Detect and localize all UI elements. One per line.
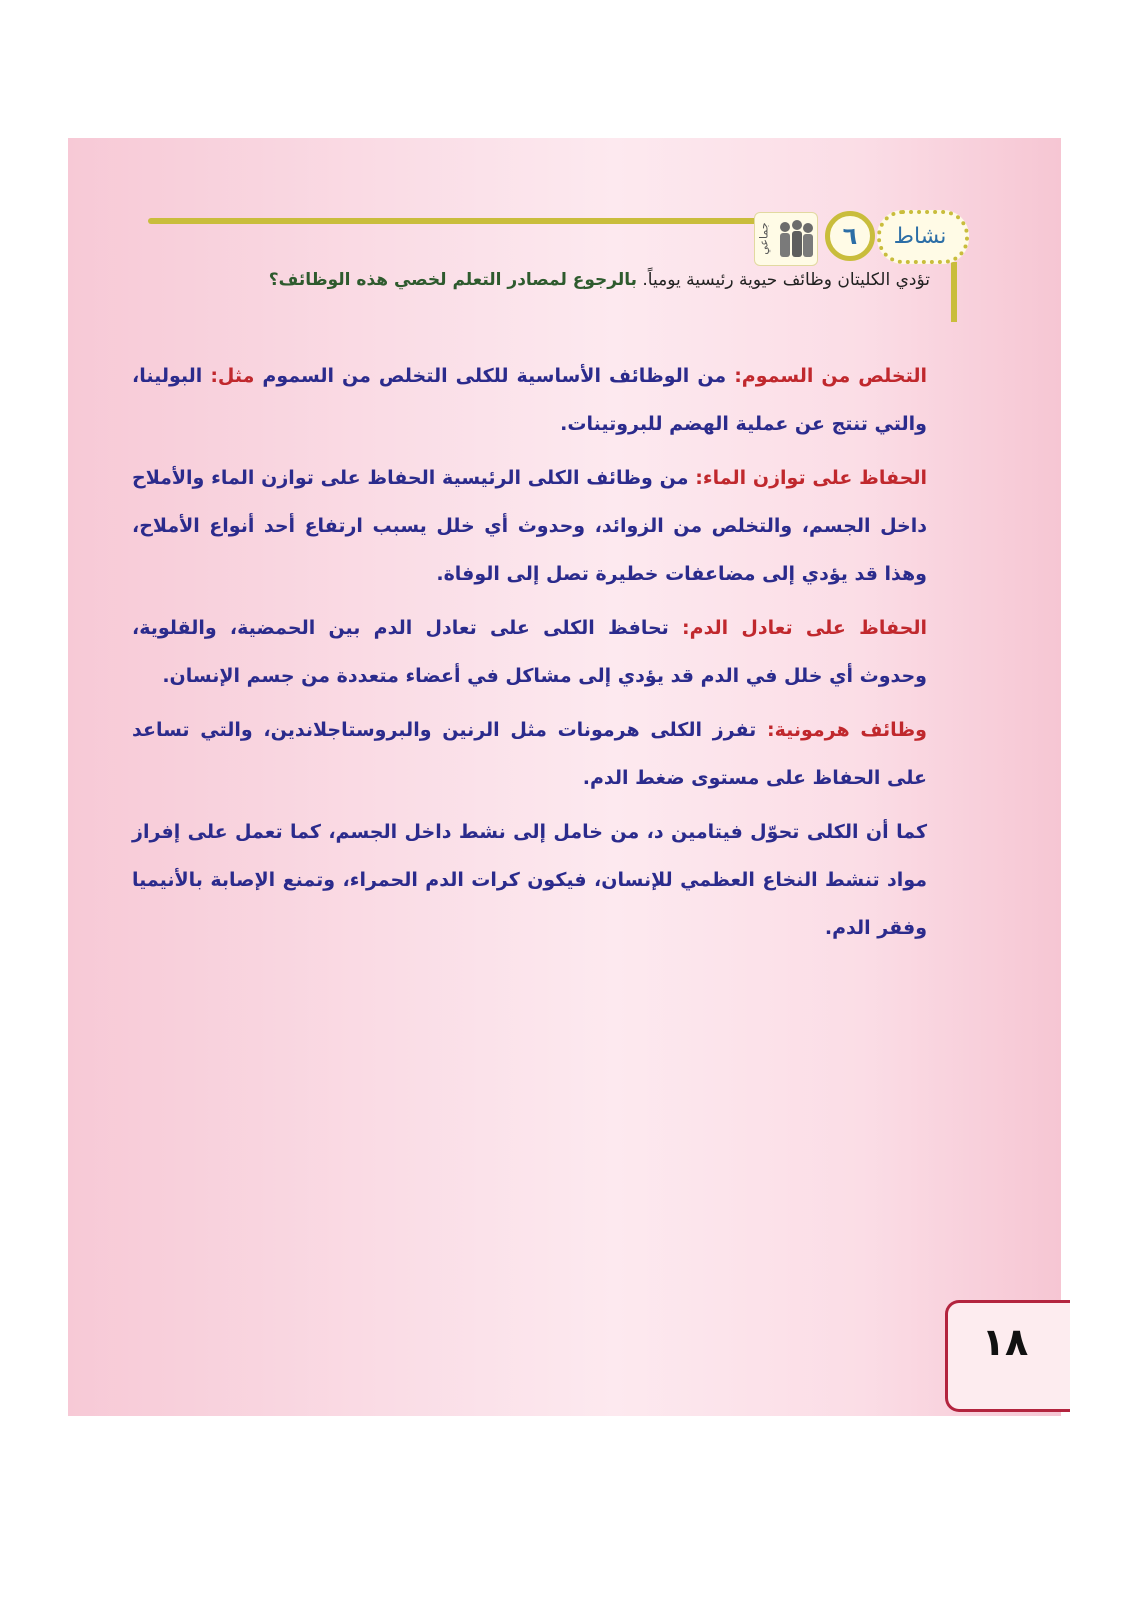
term-hormones: وظائف هرمونية: — [767, 719, 927, 741]
paragraph-toxins-text-a: من الوظائف الأساسية للكلى التخلص من السموم — [254, 365, 735, 387]
term-example: مثل: — [210, 365, 255, 387]
activity-number: ٦ — [825, 211, 875, 261]
term-blood-ph: الحفاظ على تعادل الدم: — [682, 617, 927, 639]
paragraph-blood-ph-text: تحافظ الكلى على تعادل الدم بين الحمضية، والقلوية، وحدوث أي خلل في الدم قد يؤدي إلى مشاكل في أعضاء متعددة من جسم الإنسان. — [132, 617, 927, 687]
paragraph-vitamin-d-text: كما أن الكلى تحوّل فيتامين د، من خامل إلى نشط داخل الجسم، كما تعمل على إفراز مواد تنشط النخاع العظمي للإنسان، فيكون كرات الدم الحمراء، وتمنع الإصابة بالأنيميا وفقر الدم. — [132, 821, 927, 939]
activity-question-text: تؤدي الكليتان وظائف حيوية رئيسية يومياً. — [642, 270, 930, 290]
activity-header-line — [148, 218, 764, 224]
page-number: ١٨ — [981, 1320, 1029, 1364]
term-water-balance: الحفاظ على توازن الماء: — [695, 467, 928, 489]
activity-side-bar — [951, 262, 957, 322]
paragraph-vitamin-d — [132, 808, 927, 952]
activity-question — [220, 270, 930, 290]
activity-question-instruction: بالرجوع لمصادر التعلم لخصي هذه الوظائف؟ — [268, 270, 637, 290]
activity-label: نشاط — [893, 224, 947, 249]
paragraph-hormones — [132, 706, 927, 802]
group-label: جماعي — [757, 222, 771, 255]
paragraph-water-balance — [132, 454, 927, 598]
paragraph-toxins — [132, 352, 927, 448]
body-text — [132, 352, 927, 958]
paragraph-hormones-text: تفرز الكلى هرمونات مثل الرنين والبروستاجلاندين، والتي تساعد على الحفاظ على مستوى ضغط الدم. — [132, 719, 927, 789]
term-toxins: التخلص من السموم: — [734, 365, 927, 387]
paragraph-water-balance-text: من وظائف الكلى الرئيسية الحفاظ على توازن الماء والأملاح داخل الجسم، والتخلص من الزوائد، وحدوث أي خلل يسبب ارتفاع أحد أنواع الأملاح، وهذا قد يؤدي إلى مضاعفات خطيرة تصل إلى الوفاة. — [132, 467, 927, 585]
paragraph-toxins-text-b: البولينا، والتي تنتج عن عملية الهضم للبروتينات. — [132, 365, 927, 435]
paragraph-blood-ph — [132, 604, 927, 700]
